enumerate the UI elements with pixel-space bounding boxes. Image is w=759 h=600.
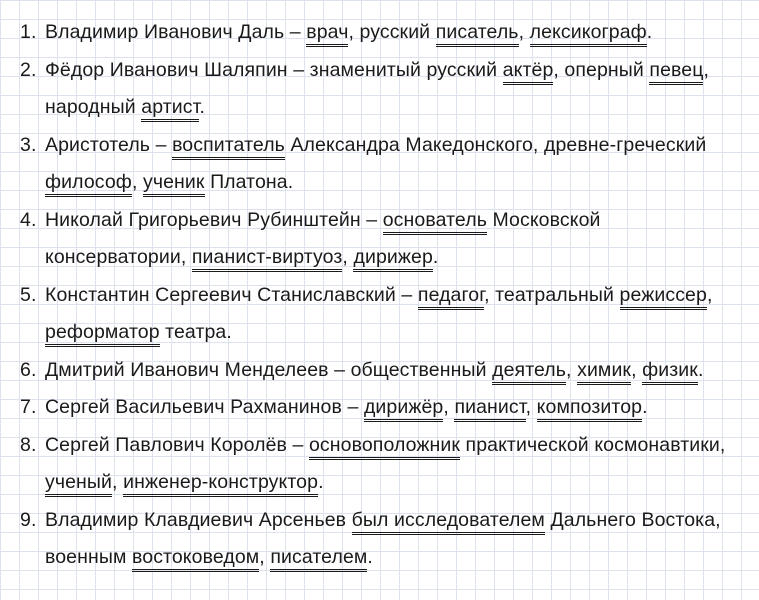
text-segment: , (342, 246, 354, 268)
underlined-word: писатель (436, 21, 519, 47)
text-segment: . (642, 396, 648, 418)
text-segment: Аристотель – (45, 133, 173, 156)
text-segment: Московской консерватории, (45, 208, 601, 268)
text-segment: , (112, 471, 124, 493)
text-segment: , театральный (484, 283, 620, 306)
text-segment: , (631, 358, 643, 381)
underlined-word: певец (649, 59, 703, 85)
underlined-word: ученый (45, 471, 112, 497)
list-item (0, 352, 759, 390)
text-segment: Николай Григорьевич Рубинштейн – (45, 208, 383, 231)
text-segment: Платона. (204, 171, 294, 193)
text-segment: , народный (45, 58, 710, 118)
underlined-word: философ (45, 171, 132, 197)
underlined-word: режиссер (620, 284, 707, 310)
item-number: 4. (20, 208, 37, 231)
item-number: 9. (20, 508, 37, 531)
underlined-word: артист (141, 96, 199, 122)
text-segment: . (432, 246, 439, 268)
text-segment: Владимир Клавдиевич Арсеньев (45, 508, 352, 531)
text-segment: Александра Македонского, древне-греческий (284, 133, 707, 156)
text-segment: , (518, 21, 530, 43)
list-item (0, 127, 759, 202)
text-segment: . (318, 471, 324, 493)
text-segment: , (443, 396, 455, 418)
underlined-word: основатель (383, 209, 487, 235)
underlined-word: деятель (492, 359, 566, 385)
underlined-word: педагог (418, 284, 484, 310)
text-segment: , (566, 358, 578, 381)
text-segment: практической космонавтики, (460, 433, 726, 456)
underlined-word: лексикограф (530, 21, 647, 47)
list-item (0, 277, 759, 352)
item-number: 6. (20, 358, 37, 381)
item-number: 1. (20, 21, 37, 43)
text-segment: . (199, 96, 205, 118)
list-item (0, 14, 759, 52)
text-segment: . (646, 21, 653, 43)
item-number: 3. (20, 133, 37, 156)
underlined-word: реформатор (45, 321, 160, 347)
text-segment: , (131, 171, 143, 193)
underlined-word: дирижёр (364, 396, 443, 422)
text-segment: , (525, 396, 537, 418)
text-segment: Владимир Иванович Даль – (45, 21, 307, 43)
list-item (0, 52, 759, 127)
underlined-word: актёр (503, 59, 554, 85)
underlined-word: ученик (143, 171, 205, 197)
underlined-word: пианист-виртуоз (192, 246, 343, 272)
underlined-word: пианист (454, 396, 525, 422)
text-segment: . (697, 358, 704, 381)
item-number: 5. (20, 283, 37, 306)
item-number: 8. (20, 433, 37, 456)
text-segment: , (259, 546, 271, 568)
list-item (0, 202, 759, 277)
text-segment: , русский (348, 21, 436, 43)
underlined-word: врач (306, 21, 348, 47)
text-segment: , (706, 283, 713, 306)
underlined-word: востоковедом (132, 546, 259, 572)
underlined-word: дирижер (353, 246, 432, 272)
underlined-word: химик (577, 359, 631, 385)
text-segment: , оперный (553, 58, 650, 81)
text-segment: Дмитрий Иванович Менделеев – общественный (45, 358, 493, 381)
text-segment: . (367, 546, 373, 568)
underlined-word: физик (642, 359, 698, 385)
underlined-word: был исследователем (352, 509, 545, 535)
underlined-word: воспитатель (172, 134, 285, 160)
item-number: 7. (20, 396, 37, 418)
text-segment: Константин Сергеевич Станиславский – (45, 283, 418, 306)
text-segment: Сергей Васильевич Рахманинов – (45, 396, 364, 418)
text-segment: Фёдор Иванович Шаляпин – знаменитый русский (45, 58, 503, 81)
text-segment: Дальнего Востока, военным (45, 508, 721, 568)
list-item (0, 389, 759, 427)
text-segment: театра. (159, 321, 232, 343)
underlined-word: основоположник (309, 434, 460, 460)
underlined-word: инженер-конструктор (123, 471, 318, 497)
underlined-word: писателем (270, 546, 367, 572)
item-number: 2. (20, 58, 37, 81)
list-item (0, 427, 759, 502)
list-item (0, 502, 759, 577)
text-segment: Сергей Павлович Королёв – (45, 433, 309, 456)
underlined-word: композитор (537, 396, 642, 422)
